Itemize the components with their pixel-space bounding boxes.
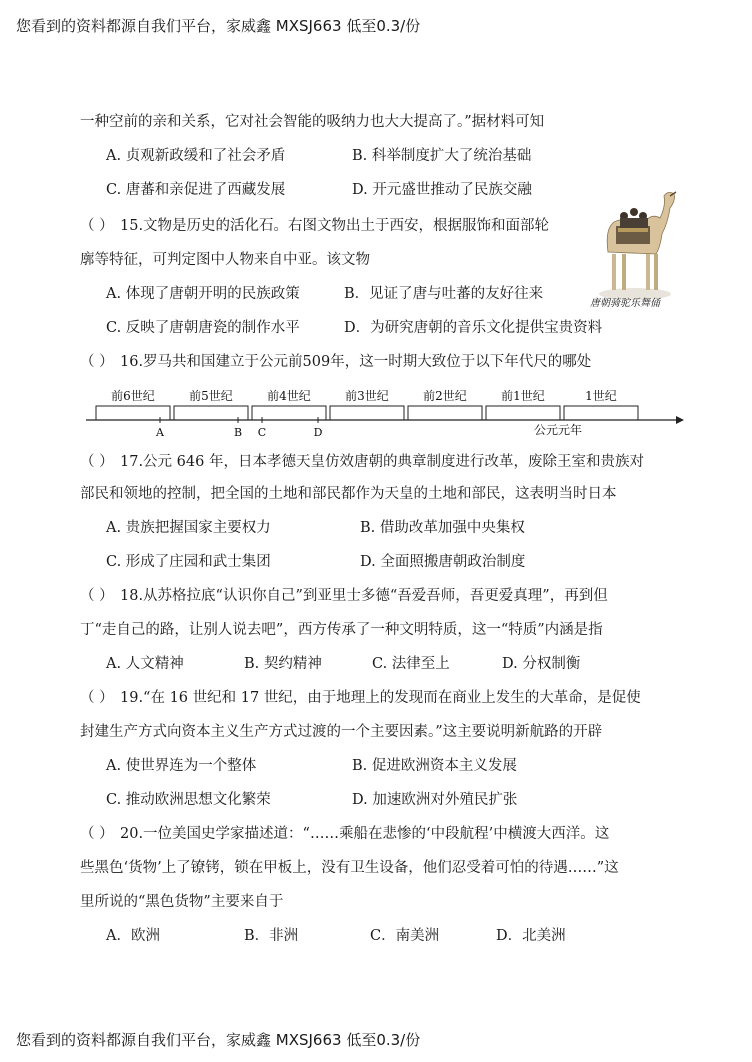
timeline-end-label: 公元元年 [533,423,583,437]
q19-option-b: B. 促进欧洲资本主义发展 [352,758,517,774]
answer-paren[interactable]: （ ） [80,218,114,234]
century-bracket [96,406,170,420]
q14-option-c: C. 唐蕃和亲促进了西藏发展 [106,182,286,198]
q20-option-a: A．欧洲 [106,928,160,944]
q19-stem-line1 [80,688,641,708]
answer-paren[interactable]: （ ） [80,690,114,706]
q19-text: 19.“在 16 世纪和 17 世纪，由于地理上的发现而在商业上发生的大革命，是促使 [120,690,641,706]
q20-text: 20.一位美国史学家描述道：“……乘船在悲惨的‘中段航程’中横渡大西洋。这 [120,826,610,842]
q18-option-b: B. 契约精神 [244,656,322,672]
century-label: 前1世纪 [501,389,545,403]
q19-option-c: C. 推动欧洲思想文化繁荣 [106,792,271,808]
q17-text: 17.公元 646 年，日本孝德天皇仿效唐朝的典章制度进行改革，废除王室和贵族对 [120,454,644,470]
top-banner: 您看到的资料都源自我们平台，家威鑫 MXSJ663 低至0.3/份 [16,17,421,35]
bottom-banner: 您看到的资料都源自我们平台，家威鑫 MXSJ663 低至0.3/份 [16,1031,421,1049]
century-bracket [408,406,482,420]
century-bracket [252,406,326,420]
q18-text: 18.从苏格拉底“认识你自己”到亚里士多德“吾爱吾师，吾更爱真理”，再到但 [120,588,608,604]
answer-paren[interactable]: （ ） [80,454,114,470]
q17-option-d: D. 全面照搬唐朝政治制度 [360,554,526,570]
century-bracket [486,406,560,420]
q17-option-a: A. 贵族把握国家主要权力 [106,520,271,536]
q20-option-c: C．南美洲 [370,928,440,944]
century-label: 前5世纪 [189,389,233,403]
century-label: 前2世纪 [423,389,467,403]
timeline-marker-c: C [257,426,267,439]
q20-option-b: B．非洲 [244,928,299,944]
century-bracket [564,406,638,420]
q14-tail: 一种空前的亲和关系，它对社会智能的吸纳力也大大提高了。”据材料可知 [80,114,545,130]
timeline-marker-a: A [156,426,164,439]
q14-option-a: A. 贞观新政缓和了社会矛盾 [106,148,286,164]
q15-stem-line1 [80,216,549,236]
q19-option-a: A. 使世界连为一个整体 [106,758,257,774]
q15-option-c: C. 反映了唐朝唐瓷的制作水平 [106,320,300,336]
century-label: 1世纪 [585,389,617,403]
camel-figurine-image [590,182,680,312]
q19-option-d: D. 加速欧洲对外殖民扩张 [352,792,518,808]
q18-stem-line1 [80,586,608,606]
q20-option-d: D．北美洲 [496,928,566,944]
q18-option-c: C. 法律至上 [372,656,450,672]
q15-text: 15.文物是历史的活化石。右图文物出土于西安，根据服饰和面部轮 [120,218,550,234]
timeline-ruler [86,384,686,440]
century-bracket [174,406,248,420]
q19-stem-line2: 封建生产方式向资本主义生产方式过渡的一个主要因素。”这主要说明新航路的开辟 [80,724,603,740]
figure-caption: 唐朝骑驼乐舞俑 [590,298,660,309]
century-label: 前3世纪 [345,389,389,403]
q18-option-d: D. 分权制衡 [502,656,581,672]
q15-stem-line2: 廓等特征，可判定图中人物来自中亚。该文物 [80,252,370,268]
q14-option-d: D. 开元盛世推动了民族交融 [352,182,532,198]
q17-stem-line1 [80,452,644,472]
century-bracket [330,406,404,420]
q15-option-b: B．见证了唐与吐蕃的友好往来 [344,286,544,302]
q18-option-a: A. 人文精神 [106,656,184,672]
q17-stem-line2: 部民和领地的控制，把全国的土地和部民都作为天皇的土地和部民，这表明当时日本 [80,486,617,502]
q14-option-b: B. 科举制度扩大了统治基础 [352,148,532,164]
q20-stem-line2: 些黑色‘货物’上了镣铐，锁在甲板上，没有卫生设备，他们忍受着可怕的待遇……”这 [80,860,619,876]
q20-stem-line1 [80,824,609,844]
century-label: 前4世纪 [267,389,311,403]
q15-option-a: A. 体现了唐朝开明的民族政策 [106,286,300,302]
answer-paren[interactable]: （ ） [80,826,114,842]
q15-option-d: D．为研究唐朝的音乐文化提供宝贵资料 [344,320,603,336]
q18-stem-line2: 丁“走自己的路，让别人说去吧”，西方传承了一种文明特质，这一“特质”内涵是指 [80,622,603,638]
q17-option-c: C. 形成了庄园和武士集团 [106,554,271,570]
timeline-arrow [676,416,684,424]
q16-text: 16.罗马共和国建立于公元前509年，这一时期大致位于以下年代尺的哪处 [120,354,592,370]
q20-stem-line3: 里所说的“黑色货物”主要来自于 [80,894,284,910]
answer-paren[interactable]: （ ） [80,588,114,604]
answer-paren[interactable]: （ ） [80,354,114,370]
q17-option-b: B. 借助改革加强中央集权 [360,520,525,536]
timeline-marker-b: B [233,426,243,439]
q16-stem-line1 [80,352,591,372]
century-label: 前6世纪 [111,389,155,403]
timeline-marker-d: D [313,426,323,439]
